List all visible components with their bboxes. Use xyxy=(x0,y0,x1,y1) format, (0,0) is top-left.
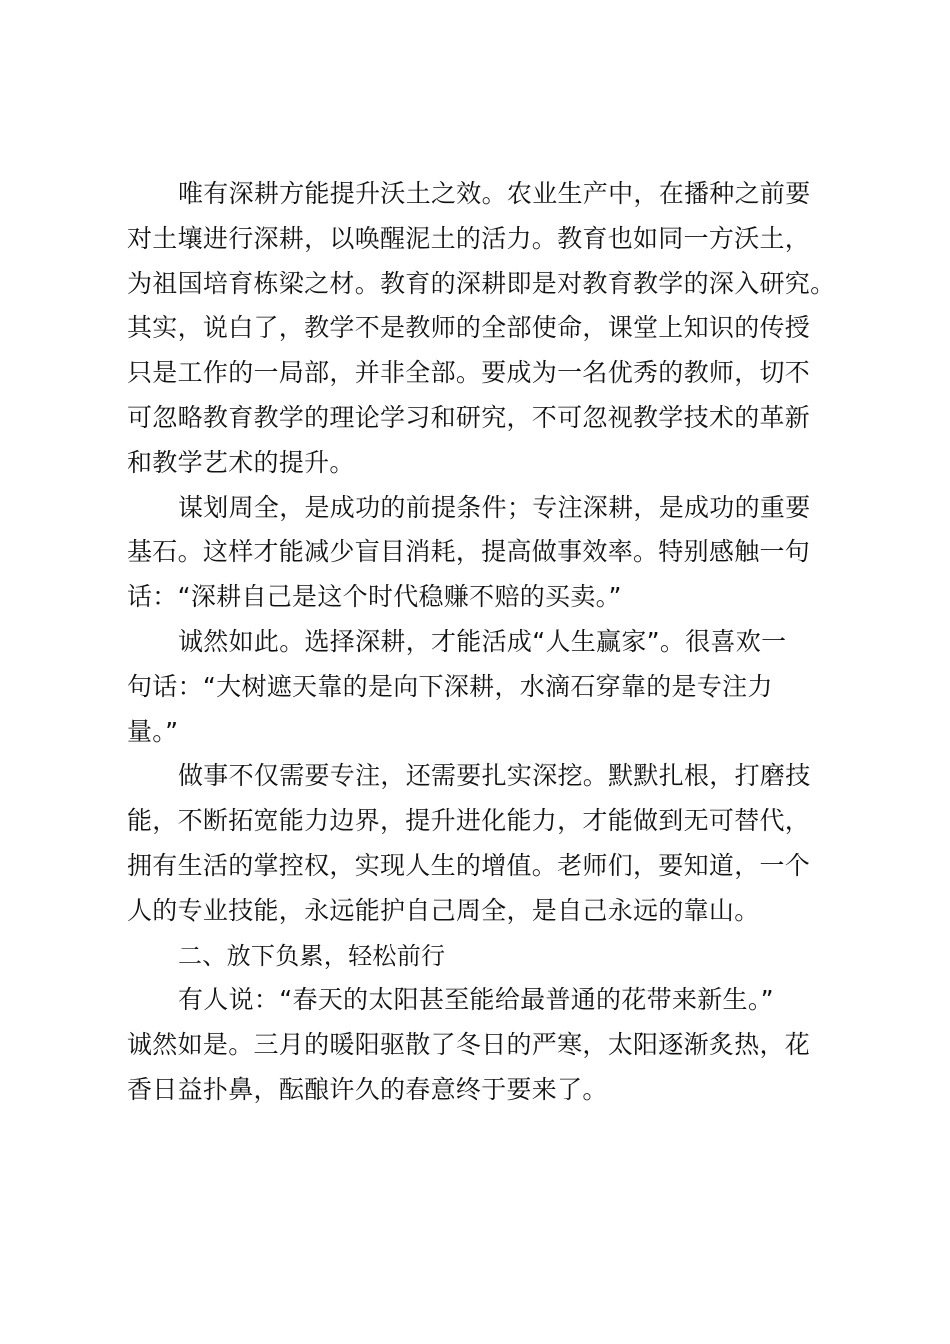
section-heading: 二、放下负累，轻松前行 xyxy=(178,941,446,970)
paragraph-line: 量。” xyxy=(127,716,179,746)
paragraph-line: 和教学艺术的提升。 xyxy=(127,447,355,477)
paragraph-line: 对土壤进行深耕，以唤醒泥土的活力。教育也如同一方沃土， xyxy=(127,223,811,253)
paragraph-line: 可忽略教育教学的理论学习和研究，不可忽视教学技术的革新 xyxy=(127,402,811,432)
paragraph-line: 做事不仅需要专注，还需要扎实深挖。默默扎根，打磨技 xyxy=(178,761,811,791)
paragraph-line: 为祖国培育栋梁之材。教育的深耕即是对教育教学的深入研究。 xyxy=(127,268,836,298)
paragraph-line: 谋划周全，是成功的前提条件；专注深耕，是成功的重要 xyxy=(178,492,811,522)
paragraph-line: 能，不断拓宽能力边界，提升进化能力，才能做到无可替代， xyxy=(127,806,811,836)
paragraph-line: 话：“深耕自己是这个时代稳赚不赔的买卖。” xyxy=(127,582,622,612)
paragraph-line: 人的专业技能，永远能护自己周全，是自己永远的靠山。 xyxy=(127,895,760,925)
document-body xyxy=(127,172,847,1113)
paragraph-line: 其实，说白了，教学不是教师的全部使命，课堂上知识的传授 xyxy=(127,313,811,343)
paragraph-line: 诚然如是。三月的暖阳驱散了冬日的严寒，太阳逐渐炙热，花 xyxy=(127,1030,811,1060)
paragraph-line: 诚然如此。选择深耕，才能活成“人生赢家”。很喜欢一 xyxy=(178,626,787,656)
paragraph-line: 句话：“大树遮天靠的是向下深耕，水滴石穿靠的是专注力 xyxy=(127,671,773,701)
paragraph-line: 有人说：“春天的太阳甚至能给最普通的花带来新生。” xyxy=(178,985,774,1015)
paragraph-line: 唯有深耕方能提升沃土之效。农业生产中，在播种之前要 xyxy=(178,179,811,208)
paragraph-line: 香日益扑鼻，酝酿许久的春意终于要来了。 xyxy=(127,1074,608,1104)
paragraph-line: 基石。这样才能减少盲目消耗，提高做事效率。特别感触一句 xyxy=(127,537,811,567)
paragraph-line: 只是工作的一局部，并非全部。要成为一名优秀的教师，切不 xyxy=(127,358,811,388)
paragraph-line: 拥有生活的掌控权，实现人生的增值。老师们，要知道，一个 xyxy=(127,850,811,880)
